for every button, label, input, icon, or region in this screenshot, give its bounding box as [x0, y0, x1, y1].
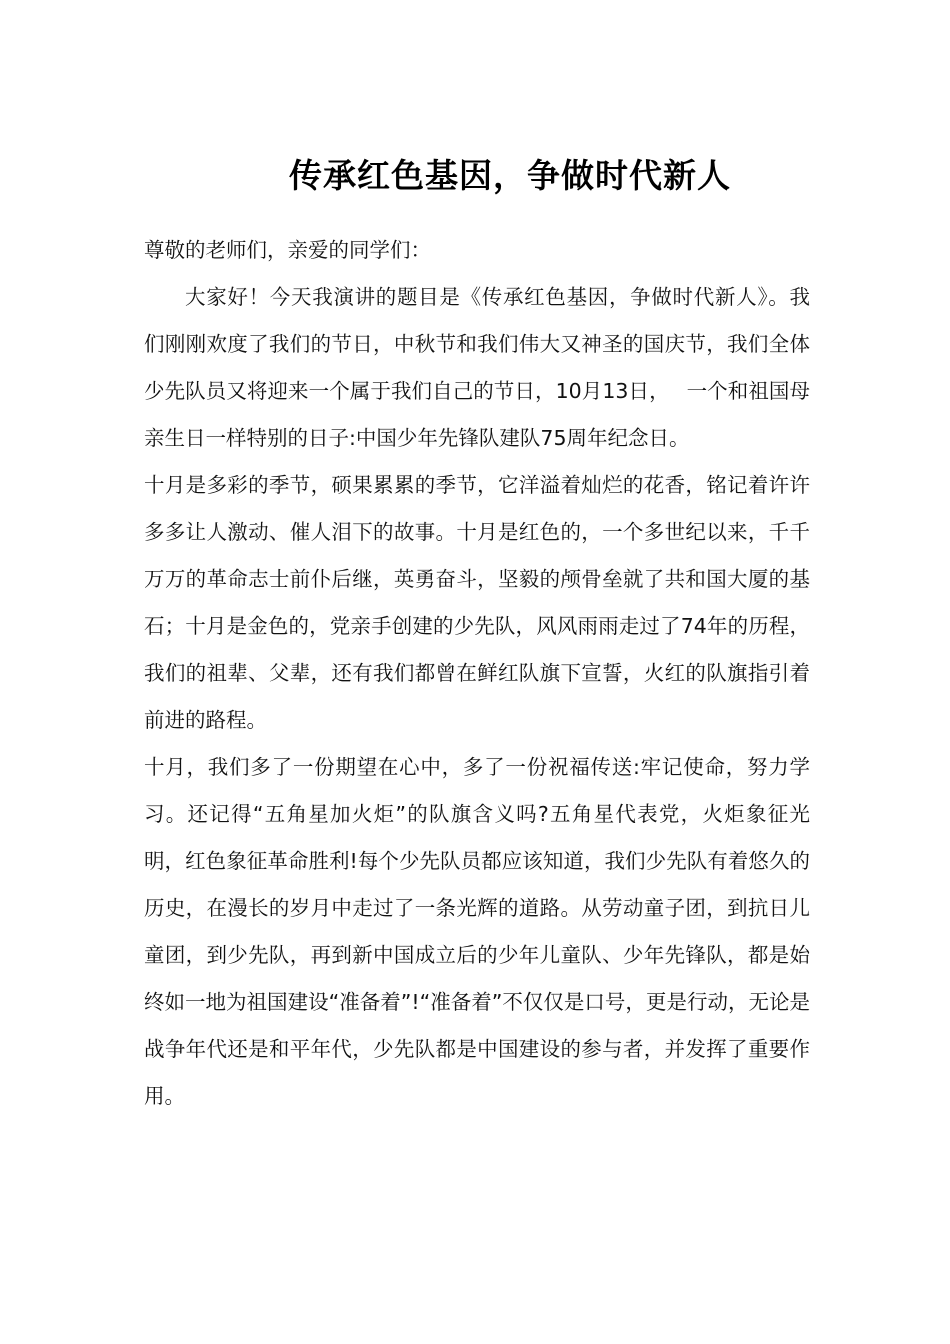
october-hopes-paragraph: 十月，我们多了一份期望在心中，多了一份祝福传送:牢记使命，努力学习。还记得“五角星加火炬”的队旗含义吗?五角星代表党，火炬象征光明，红色象征革命胜利!每个少先队员都应该知道，我们少先队有着悠久的历史，在漫长的岁月中走过了一条光辉的道路。从劳动童子团，到抗日儿童团，到少先队，再到新中国成立后的少年儿童队、少年先锋队，都是始终如一地为祖国建设“准备着”!“准备着”不仅仅是口号，更是行动，无论是战争年代还是和平年代，少先队都是中国建设的参与者，并发挥了重要作用。	[144, 755, 810, 1108]
salutation-paragraph: 尊敬的老师们，亲爱的同学们：	[144, 238, 431, 262]
october-colors-paragraph: 十月是多彩的季节，硕果累累的季节，它洋溢着灿烂的花香，铭记着许许多多让人激动、催人泪下的故事。十月是红色的，一个多世纪以来，千千万万的革命志士前仆后继，英勇奋斗，坚毅的颅骨垒就了共和国大厦的基石；十月是金色的，党亲手创建的少先队，风风雨雨走过了74年的历程，我们的祖辈、父辈，还有我们都曾在鲜红队旗下宣誓，火红的队旗指引着前进的路程。	[144, 473, 810, 732]
page-title: 传承红色基因，争做时代新人	[289, 156, 731, 196]
document-body	[144, 227, 810, 1120]
opening-paragraph: 大家好！今天我演讲的题目是《传承红色基因，争做时代新人》。我们刚刚欢度了我们的节日，中秋节和我们伟大又神圣的国庆节，我们全体少先队员又将迎来一个属于我们自己的节日，10月13日， 一个和祖国母亲生日一样特别的日子:中国少年先锋队建队75周年纪念日。	[144, 285, 810, 450]
